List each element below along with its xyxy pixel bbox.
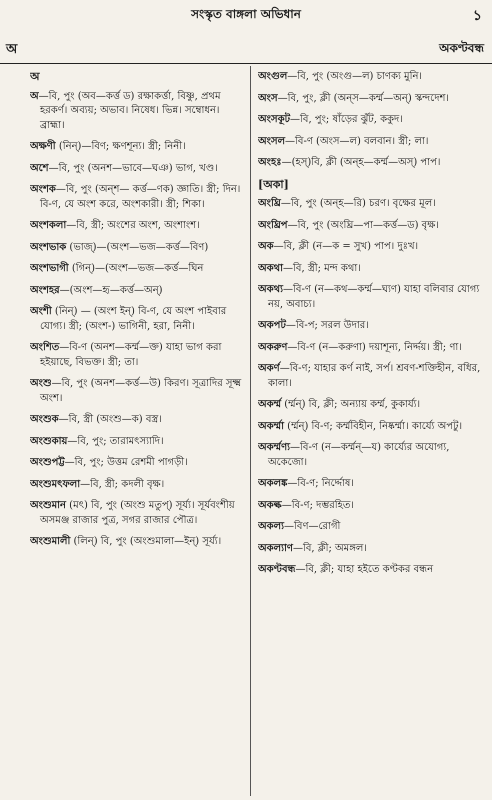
dictionary-entry — [30, 435, 244, 450]
dictionary-entry — [30, 241, 244, 256]
dictionary-entry — [30, 377, 244, 406]
dictionary-entry — [30, 341, 244, 370]
dictionary-entry — [258, 441, 484, 470]
headword: অংশহর — [30, 284, 60, 296]
header-rule — [0, 63, 492, 64]
headword: অংশকলা — [30, 220, 67, 231]
headword: অকলঙ্ক — [258, 478, 288, 489]
dictionary-entry — [258, 70, 484, 85]
headword: অংশিত — [30, 342, 60, 353]
headword: অক — [258, 241, 274, 252]
definition: —বি-ণ (ন—করুণা) দয়াশূন্য, নির্দ্দয়। স্ত্রী; ণা। — [287, 341, 462, 353]
dictionary-entry — [258, 240, 484, 255]
dictionary-title: সংস্কৃত বাঙ্গলা অভিধান — [191, 7, 301, 21]
definition: (মৎ) বি, পুং (অংশু মতুপ্) সূর্য্য। সূর্যবংশীয় অসমঞ্জ রাজার পুত্র, সগর রাজার পৌত্র। — [40, 500, 235, 526]
definition: —বি-ণ (অংস—ল) বলবান। স্ত্রী; লা। — [285, 135, 429, 147]
headword: অংঘ্রিপ — [258, 219, 288, 231]
dictionary-entry — [30, 284, 244, 299]
dictionary-entry — [258, 499, 484, 514]
dictionary-entry — [258, 156, 484, 171]
definition: —বিণ—রোগী — [284, 521, 341, 532]
headword: অকরুণ — [258, 341, 288, 353]
dictionary-entry — [258, 362, 484, 391]
definition: (নিন্)—বিণ; ক্ষণশূন্য। স্ত্রী; নিনী। — [55, 141, 186, 152]
headword: অংশুপট্ট — [30, 457, 65, 468]
dictionary-entry — [258, 341, 484, 356]
definition: —বি, পুং (অন্‌হ—রি) চরণ। বৃক্ষের মূল। — [280, 198, 436, 209]
dictionary-entry — [30, 183, 244, 212]
definition: —বি-ণ; যাহার কর্ণ নাই, সর্প। শ্রবণ-শক্তিহীন, বধির, কালা। — [268, 363, 481, 389]
dictionary-entry — [258, 398, 484, 413]
definition: (নিন্) — (অংশ ইন্) বি-ণ, যে অংশ পাইবার যোগ্য। স্ত্রী; (অংশ-) ভাগিনী, হরা, নিনী। — [40, 306, 227, 332]
column-divider — [250, 66, 251, 796]
headword: অংহঃ — [258, 157, 282, 168]
left-column — [30, 70, 244, 794]
definition: —বি, স্ত্রী; অংশের অংশ, অংশাংশ। — [66, 220, 200, 231]
dictionary-entry — [258, 135, 484, 150]
headword: অকর্ম্মণ্য — [258, 442, 291, 453]
headword: অংশুমান — [30, 500, 66, 511]
dictionary-entry — [258, 197, 484, 212]
headword: অকল্যাণ — [258, 542, 293, 554]
headword: অংসল — [258, 135, 286, 147]
definition: —বি, পুং (অব—কর্ত্ত ড) রক্ষাকর্ত্তা, বিষ্ণু, প্রথম হরকর্ণ। অব্যয়; অভাব। নিষেধ। ভিন্ন। সম্বোধন। ব্রাহ্মা। — [38, 90, 221, 131]
dictionary-entry — [258, 520, 484, 535]
headword: অশে — [30, 162, 49, 174]
definition: —বি, স্ত্রী; মন্দ কথা। — [283, 262, 361, 274]
definition: —বি-ণ; দম্ভরহিত। — [281, 499, 354, 511]
definition: —(অংশ—হৃ—কর্ত্ত—অন্) — [59, 284, 163, 296]
headword: অকর্ণ — [258, 363, 280, 374]
dictionary-entry — [258, 477, 484, 492]
dictionary-entry — [30, 535, 244, 550]
definition: —বি, পুং; তারামৎস্যাদি। — [67, 435, 164, 447]
definition: (গিন্)—(অংশ—ভজ—কর্ত্ত—ঘিন — [68, 263, 204, 274]
headword: অংশভাগী — [30, 263, 69, 274]
definition: —বি, পুং (অংঘ্রি—পা—কর্ত্ত—ড) বৃক্ষ। — [287, 219, 439, 231]
dictionary-entry — [30, 456, 244, 471]
dictionary-entry — [258, 420, 484, 435]
definition: (ভাজ্)—(অংশ—ভজ—কর্ত্ত—বিণ) — [66, 241, 209, 253]
dictionary-entry — [258, 319, 484, 334]
definition: —বি, পুং, ক্লী (অন্‌স—কর্ম্ম—অন্) স্কন্দদেশ। — [277, 92, 449, 104]
dictionary-entry — [258, 219, 484, 234]
dictionary-entry — [30, 499, 244, 528]
definition: —বি-ণ (ন—কথ—কর্ম্ম—ঘ্যণ) যাহা বলিবার যোগ্য নয়, অবাচ্য। — [268, 284, 480, 310]
dictionary-entry — [30, 478, 244, 493]
definition: —বি, ক্লী; অমঙ্গল। — [292, 542, 367, 554]
headword: অংশী — [30, 306, 52, 317]
headword: অংসকূট — [258, 114, 291, 125]
definition: —বি, পুং (অন্‌শ— কর্ত্ত—ণক) জ্ঞাতি। স্ত্রী; দিন। বি-ণ, যে অংশ করে, অংশকারী। স্ত্রী; শিকা। — [40, 184, 241, 210]
dictionary-entry — [30, 305, 244, 334]
headword: অকল্ক — [258, 499, 282, 511]
headword: অংশুমালী — [30, 536, 71, 547]
headword: অংস — [258, 92, 278, 104]
headword: অংঘ্রি — [258, 198, 281, 209]
entry-list — [30, 90, 244, 550]
definition: —বি-ণ; নির্দ্দোষ। — [287, 478, 355, 489]
headword: অকর্ম্ম — [258, 399, 282, 410]
dictionary-entry — [30, 162, 244, 177]
headword: অংশক — [30, 184, 56, 195]
definition: —বি, পুং (অনশ—ভাবে—ঘঞ) ভাগ, খণ্ড। — [48, 162, 218, 174]
definition: —বি, ক্লী (ন—ক = সুখ) পাপ। দুঃখ। — [273, 241, 419, 252]
dictionary-entry — [30, 413, 244, 428]
dictionary-entry — [30, 262, 244, 277]
dictionary-entry — [258, 113, 484, 128]
headword: অকণ্টবন্ধ — [258, 564, 296, 575]
entry-list — [258, 70, 484, 171]
definition: —(হস্)বি, ক্লী (অন্‌হ—কর্ম্ম—অস্) পাপ। — [281, 157, 441, 168]
dictionary-entry — [258, 542, 484, 557]
headword: অক্ষণী — [30, 141, 56, 152]
definition: —বি, পুং (অনশ—কর্ত্ত—উ) কিরণ। সূত্রাদির সূক্ষ্ম অংশ। — [40, 378, 242, 404]
dictionary-entry — [30, 90, 244, 134]
definition: —বি, স্ত্রী (অংশু—ক) বস্ত্র। — [58, 414, 162, 425]
headword: অংশুকায় — [30, 435, 68, 447]
headword: অকর্ম্মা — [258, 420, 284, 432]
guide-word-left: অ — [6, 42, 18, 57]
section-heading: অ — [30, 70, 40, 83]
definition: —বি, স্ত্রী; কদলী বৃক্ষ। — [80, 478, 165, 490]
headword: অকল্য — [258, 521, 285, 532]
definition: —বি, পুং (অংগু—ল) চাণক্য মুনি। — [287, 71, 422, 82]
dictionary-entry — [30, 219, 244, 234]
definition: —বি, ক্লী; যাহা হইতে কণ্টকর বন্ধন — [295, 564, 434, 575]
headword: অকপট — [258, 320, 286, 331]
dictionary-entry — [30, 140, 244, 155]
headword: অংশুমৎফলা — [30, 478, 81, 490]
headword: অ — [30, 90, 39, 102]
headword: অংশভাক — [30, 241, 67, 253]
definition: —বি-ণ (অনশ—কর্ম্ম—ক্ত) যাহা ভাগ করা হইয়াছে, বিভক্ত। স্ত্রী; তা। — [40, 342, 222, 368]
definition: (র্ম্মন্) বি-ণ; কর্ম্মবিহীন, নিষ্কর্ম্মা। কার্য্যে অপটু। — [283, 420, 463, 432]
headword: অংগুল — [258, 71, 288, 82]
definition: (লিন্) বি, পুং (অংশুমালা—ইন্) সূর্য্য। — [70, 536, 222, 547]
dictionary-entry — [258, 92, 484, 107]
definition: (র্ম্মন্) বি, ক্লী; অন্যায় কর্ম্ম, কুকার্য্য। — [281, 399, 421, 410]
dictionary-entry — [258, 283, 484, 312]
definition: —বি, পুং; উত্তম রেশমী পাগড়ী। — [64, 457, 188, 468]
entry-list — [258, 197, 484, 578]
definition: —বি-ণ (ন—কর্ম্মন্—য) কার্য্যের অযোগ্য, অকেজো। — [268, 442, 450, 468]
right-column — [258, 70, 484, 794]
headword: অকথ্য — [258, 284, 284, 295]
headword: অকথা — [258, 262, 284, 274]
headword: অংশু — [30, 378, 52, 389]
page-number: ১ — [472, 8, 482, 24]
guide-word-right: অকণ্টবন্ধ — [439, 41, 484, 55]
dictionary-entry — [258, 262, 484, 277]
definition: —বি-প; সরল উদার। — [285, 320, 369, 331]
definition: —বি, পুং; ষাঁড়ের ঝুঁট, ককুদ। — [290, 114, 403, 125]
headword: অংশুক — [30, 414, 59, 425]
section-heading: [অকা] — [258, 177, 289, 191]
dictionary-entry — [258, 563, 484, 578]
